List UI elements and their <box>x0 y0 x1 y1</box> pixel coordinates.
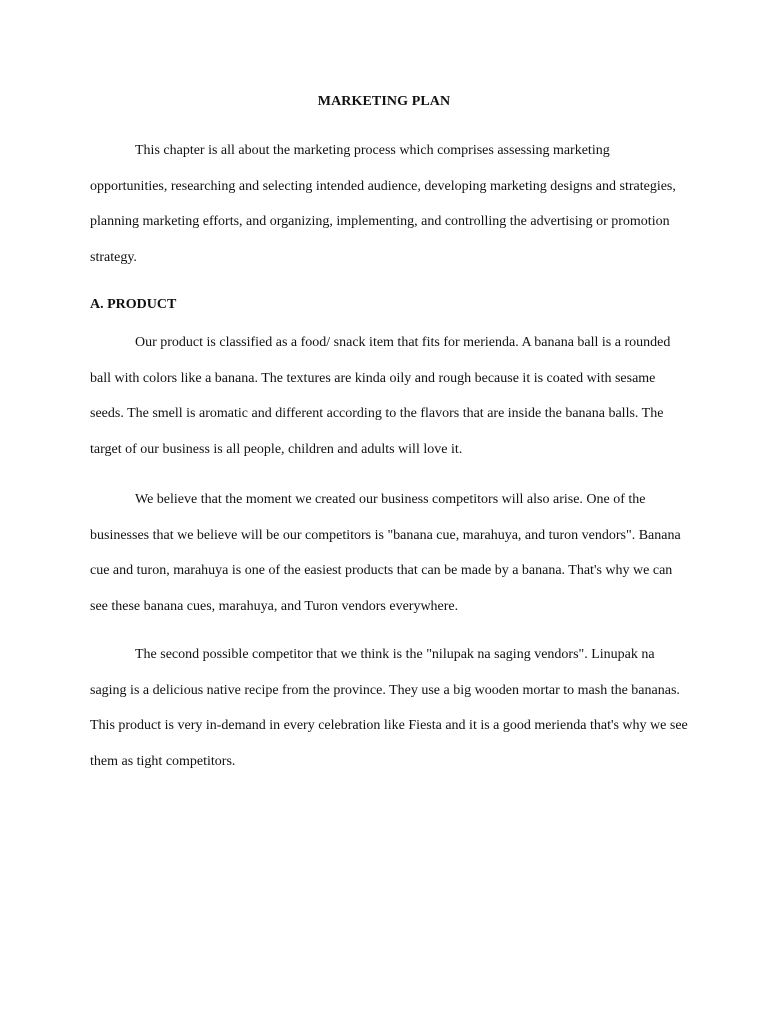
intro-paragraph <box>90 133 690 276</box>
page-title: MARKETING PLAN <box>317 94 451 109</box>
product-paragraph-3 <box>90 637 690 780</box>
paragraph-text: Our product is classified as a food/ snack item that fits for merienda. A banana ball is a rounded ball with colors like a banana. The textures are kinda oily and rough because it is coated with sesame seeds. The smell is aromatic and different according to the flavors that are inside the banana balls. The target of our business is all people, children and adults will love it. <box>90 335 671 458</box>
intro-text: This chapter is all about the marketing process which comprises assessing marketing opportunities, researching and selecting intended audience, developing marketing designs and strategies, planning marketing efforts, and organizing, implementing, and controlling the advertising or promotion strategy. <box>90 143 676 266</box>
paragraph-text: We believe that the moment we created our business competitors will also arise. One of the businesses that we believe will be our competitors is "banana cue, marahuya, and turon vendors". Banana cue and turon, marahuya is one of the easiest products that can be made by a banana. That's why we can see these banana cues, marahuya, and Turon vendors everywhere. <box>90 492 681 615</box>
section-heading-product: A. PRODUCT <box>90 297 177 312</box>
product-paragraph-2 <box>90 482 690 625</box>
product-paragraph-1 <box>90 325 690 468</box>
paragraph-text: The second possible competitor that we think is the "nilupak na saging vendors". Linupak na saging is a delicious native recipe from the province. They use a big wooden mortar to mash the bananas. This product is very in-demand in every celebration like Fiesta and it is a good merienda that's why we see them as tight competitors. <box>90 647 688 770</box>
